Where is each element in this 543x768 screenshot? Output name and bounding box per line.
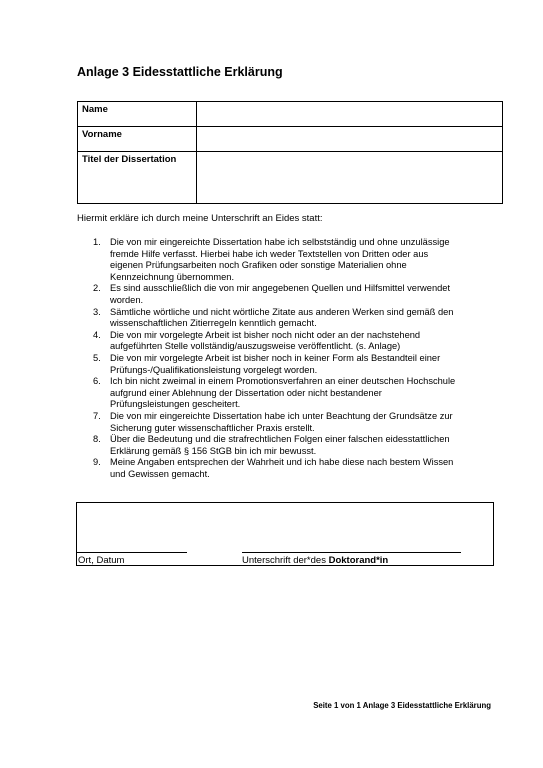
signature-label <box>242 555 388 566</box>
name-label: Name <box>78 102 197 127</box>
declaration-line: Es sind ausschließlich die von mir angegebenen Quellen und Hilfsmittel verwendet <box>110 283 451 294</box>
declaration-line: Kennzeichnung übernommen. <box>110 271 235 282</box>
declaration-line: Die von mir vorgelegte Arbeit ist bisher noch in keiner Form als Bestandteil einer <box>110 352 441 363</box>
declaration-line: wissenschaftlichen Zitierregeln kenntlich gemacht. <box>110 318 317 329</box>
info-table <box>77 101 503 204</box>
declaration-number: 7. <box>93 410 101 421</box>
declaration-item <box>77 330 511 353</box>
name-field[interactable] <box>197 102 503 127</box>
declaration-list <box>77 237 511 480</box>
declaration-item <box>77 307 511 330</box>
declaration-line: Sicherung guter wissenschaftlicher Praxis erstellt. <box>110 422 315 433</box>
declaration-number: 1. <box>93 237 101 247</box>
declaration-line: aufgrund einer Ablehnung der Dissertation oder nicht bestandener <box>110 387 382 398</box>
declaration-line: fremde Hilfe verfasst. Hierbei habe ich weder Textstellen von Dritten oder aus <box>110 248 429 259</box>
titel-label: Titel der Dissertation <box>78 152 197 204</box>
declaration-number: 8. <box>93 434 101 445</box>
titel-field[interactable] <box>197 152 503 204</box>
declaration-number: 6. <box>93 376 101 387</box>
table-row <box>78 152 503 204</box>
place-date-line[interactable] <box>77 552 187 553</box>
declaration-item <box>77 457 511 480</box>
signature-line[interactable] <box>242 552 461 553</box>
page-title: Anlage 3 Eidesstattliche Erklärung <box>77 65 283 79</box>
declaration-line: Erklärung gemäß § 156 StGB bin ich mir bewusst. <box>110 445 317 456</box>
declaration-line: Die von mir vorgelegte Arbeit ist bisher noch nicht oder an der nachstehend <box>110 329 421 340</box>
declaration-item <box>77 237 511 283</box>
declaration-item <box>77 411 511 434</box>
declaration-number: 9. <box>93 457 101 468</box>
signature-role: Doktorand*in <box>328 555 389 566</box>
declaration-line: Über die Bedeutung und die strafrechtlichen Folgen einer falschen eidesstattlichen <box>110 434 450 445</box>
declaration-line: und Gewissen gemacht. <box>110 468 210 479</box>
intro-text: Hiermit erkläre ich durch meine Unterschrift an Eides statt: <box>77 213 323 224</box>
declaration-line: Sämtliche wörtliche und nicht wörtliche Zitate aus anderen Werken sind gemäß den <box>110 306 454 317</box>
vorname-label: Vorname <box>78 127 197 152</box>
declaration-line: aufgeführten Stelle vollständig/auszugsweise veröffentlicht. (s. Anlage) <box>110 341 401 352</box>
declaration-number: 2. <box>93 283 101 294</box>
declaration-line: Prüfungsleistungen gescheitert. <box>110 399 241 410</box>
table-row <box>78 127 503 152</box>
signature-prefix: Unterschrift der*des <box>242 555 329 566</box>
table-row <box>78 102 503 127</box>
vorname-field[interactable] <box>197 127 503 152</box>
declaration-item <box>77 353 511 376</box>
declaration-line: Die von mir eingereichte Dissertation habe ich unter Beachtung der Grundsätze zur <box>110 410 453 421</box>
declaration-line: worden. <box>110 294 144 305</box>
declaration-item <box>77 376 511 411</box>
declaration-line: eigenen Prüfungsarbeiten noch Grafiken oder sonstige Materialien ohne <box>110 260 407 271</box>
declaration-line: Meine Angaben entsprechen der Wahrheit und ich habe diese nach bestem Wissen <box>110 457 454 468</box>
declaration-line: Ich bin nicht zweimal in einem Promotionsverfahren an einer deutschen Hochschule <box>110 376 456 387</box>
declaration-line: Die von mir eingereichte Dissertation habe ich selbstständig und ohne unzulässige <box>110 237 450 247</box>
declaration-number: 3. <box>93 306 101 317</box>
declaration-item <box>77 283 511 306</box>
declaration-number: 5. <box>93 352 101 363</box>
declaration-item <box>77 434 511 457</box>
declaration-line: Prüfungs-/Qualifikationsleistung vorgelegt worden. <box>110 364 318 375</box>
page-footer: Seite 1 von 1 Anlage 3 Eidesstattliche Erklärung <box>313 701 491 710</box>
place-date-label: Ort, Datum <box>78 555 125 566</box>
signature-box-edge <box>76 502 77 566</box>
declaration-number: 4. <box>93 329 101 340</box>
